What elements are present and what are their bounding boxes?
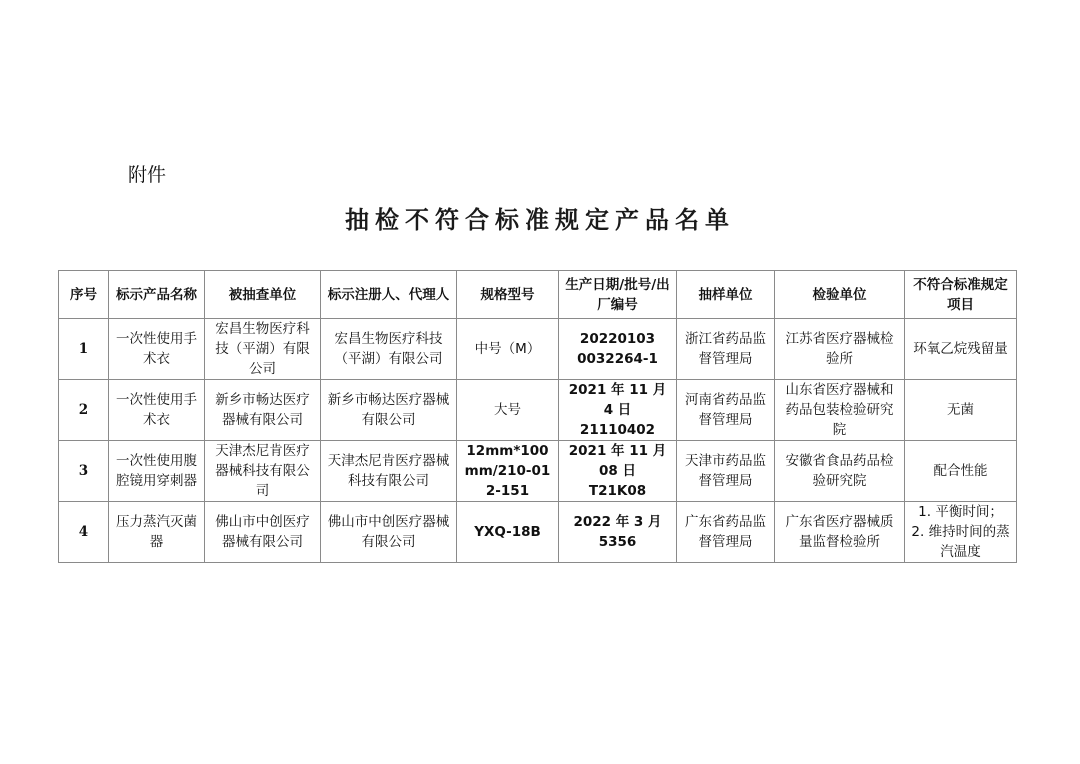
header-failed-items: 不符合标准规定项目 bbox=[905, 271, 1017, 319]
batch-line: 5356 bbox=[598, 534, 637, 550]
row-spec: 大号 bbox=[457, 380, 559, 441]
noncompliant-products-table bbox=[58, 270, 1017, 563]
failed-item: 2. 维持时间的蒸汽温度 bbox=[911, 524, 1010, 560]
header-inspected-unit: 被抽查单位 bbox=[205, 271, 321, 319]
row-product: 一次性使用腹腔镜用穿刺器 bbox=[109, 441, 205, 502]
row-batch bbox=[559, 441, 677, 502]
row-registrant: 天津杰尼肯医疗器械科技有限公司 bbox=[321, 441, 457, 502]
batch-line: 0032264-1 bbox=[577, 351, 658, 367]
row-product: 一次性使用手术衣 bbox=[109, 380, 205, 441]
row-registrant: 佛山市中创医疗器械有限公司 bbox=[321, 502, 457, 563]
row-sampling-unit: 天津市药品监督管理局 bbox=[677, 441, 775, 502]
batch-line: 20220103 bbox=[579, 331, 656, 347]
row-batch bbox=[559, 319, 677, 380]
row-registrant: 新乡市畅达医疗器械有限公司 bbox=[321, 380, 457, 441]
failed-item: 无菌 bbox=[947, 402, 974, 418]
row-testing-unit: 山东省医疗器械和药品包装检验研究院 bbox=[775, 380, 905, 441]
row-failed-items bbox=[905, 502, 1017, 563]
row-no: 4 bbox=[59, 502, 109, 563]
batch-line: 2021 年 11 月 08 日 bbox=[568, 443, 667, 479]
table-row bbox=[59, 319, 1017, 380]
row-spec: 中号（M） bbox=[457, 319, 559, 380]
header-registrant: 标示注册人、代理人 bbox=[321, 271, 457, 319]
header-sampling-unit: 抽样单位 bbox=[677, 271, 775, 319]
batch-line: 21110402 bbox=[579, 422, 656, 438]
row-failed-items bbox=[905, 441, 1017, 502]
table-row bbox=[59, 380, 1017, 441]
row-failed-items bbox=[905, 380, 1017, 441]
table-row bbox=[59, 441, 1017, 502]
header-batch: 生产日期/批号/出厂编号 bbox=[559, 271, 677, 319]
row-no: 2 bbox=[59, 380, 109, 441]
failed-item: 配合性能 bbox=[933, 463, 988, 479]
row-testing-unit: 广东省医疗器械质量监督检验所 bbox=[775, 502, 905, 563]
row-batch bbox=[559, 502, 677, 563]
batch-line: 2022 年 3 月 bbox=[573, 514, 662, 530]
row-no: 1 bbox=[59, 319, 109, 380]
row-testing-unit: 安徽省食品药品检验研究院 bbox=[775, 441, 905, 502]
row-sampling-unit: 浙江省药品监督管理局 bbox=[677, 319, 775, 380]
header-product: 标示产品名称 bbox=[109, 271, 205, 319]
document-title: 抽检不符合标准规定产品名单 bbox=[345, 205, 735, 234]
row-spec: YXQ-18B bbox=[457, 502, 559, 563]
batch-line: 2021 年 11 月 4 日 bbox=[568, 382, 667, 418]
row-batch bbox=[559, 380, 677, 441]
row-product: 压力蒸汽灭菌器 bbox=[109, 502, 205, 563]
row-failed-items bbox=[905, 319, 1017, 380]
row-sampling-unit: 广东省药品监督管理局 bbox=[677, 502, 775, 563]
table-header-row bbox=[59, 271, 1017, 319]
row-no: 3 bbox=[59, 441, 109, 502]
header-testing-unit: 检验单位 bbox=[775, 271, 905, 319]
row-inspected-unit: 天津杰尼肯医疗器械科技有限公司 bbox=[205, 441, 321, 502]
header-no: 序号 bbox=[59, 271, 109, 319]
row-spec: 12mm*100mm/210-012-151 bbox=[457, 441, 559, 502]
batch-line: T21K08 bbox=[588, 483, 647, 499]
failed-item: 环氧乙烷残留量 bbox=[913, 341, 1008, 357]
row-testing-unit: 江苏省医疗器械检验所 bbox=[775, 319, 905, 380]
row-product: 一次性使用手术衣 bbox=[109, 319, 205, 380]
row-registrant: 宏昌生物医疗科技（平湖）有限公司 bbox=[321, 319, 457, 380]
row-inspected-unit: 新乡市畅达医疗器械有限公司 bbox=[205, 380, 321, 441]
row-inspected-unit: 佛山市中创医疗器械有限公司 bbox=[205, 502, 321, 563]
attachment-label: 附件 bbox=[128, 164, 167, 186]
row-sampling-unit: 河南省药品监督管理局 bbox=[677, 380, 775, 441]
table-row bbox=[59, 502, 1017, 563]
header-spec: 规格型号 bbox=[457, 271, 559, 319]
row-inspected-unit: 宏昌生物医疗科技（平湖）有限公司 bbox=[205, 319, 321, 380]
failed-item: 1. 平衡时间； bbox=[918, 504, 1003, 520]
